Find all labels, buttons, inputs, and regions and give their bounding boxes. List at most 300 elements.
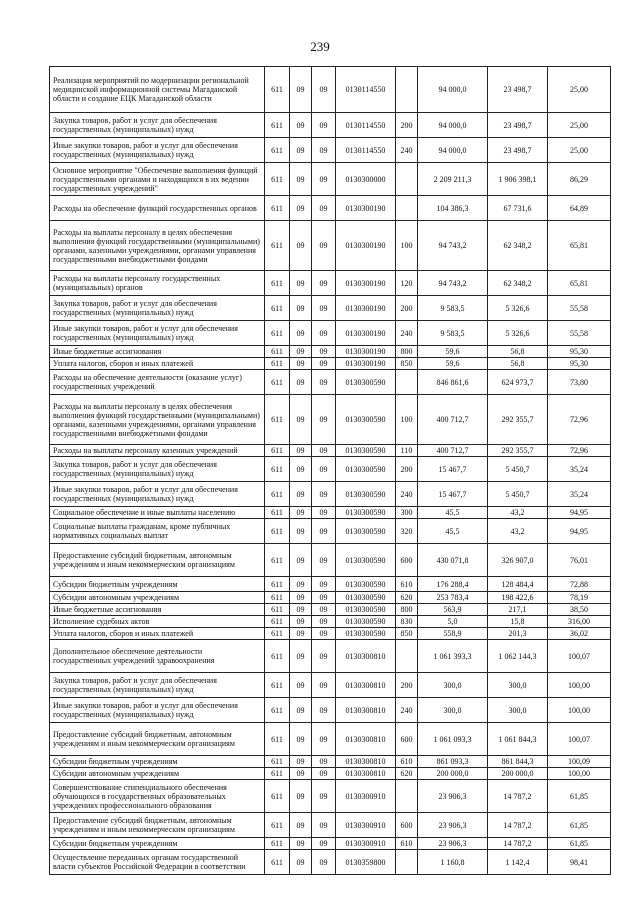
execution-percent-cell: 86,29: [548, 163, 611, 196]
execution-percent-cell: 25,00: [548, 67, 611, 113]
executed-amount-cell: 62 348,2: [488, 221, 548, 271]
execution-percent-cell: 35,24: [548, 457, 611, 482]
executed-amount-cell: 5 326,6: [488, 296, 548, 321]
ministry-code-cell: 611: [265, 163, 290, 196]
approved-amount-cell: 9 583,5: [418, 296, 488, 321]
ministry-code-cell: 611: [265, 640, 290, 673]
executed-amount-cell: 624 973,7: [488, 370, 548, 395]
ministry-code-cell: 611: [265, 838, 290, 850]
expense-name-cell: Закупка товаров, работ и услуг для обеспечения государственных (муниципальных) нужд: [50, 296, 265, 321]
target-article-cell: 0130300190: [336, 196, 396, 221]
approved-amount-cell: 9 583,5: [418, 321, 488, 346]
expense-type-cell: 320: [396, 519, 418, 544]
expense-type-cell: 200: [396, 113, 418, 138]
table-body: [50, 67, 611, 875]
expense-name-cell: Субсидии автономным учреждениям: [50, 592, 265, 604]
expense-type-cell: [396, 850, 418, 875]
target-article-cell: 0130114550: [336, 138, 396, 163]
section-cell: 09: [290, 673, 312, 698]
subsection-cell: 09: [312, 640, 336, 673]
table-row: [50, 321, 611, 346]
ministry-code-cell: 611: [265, 482, 290, 507]
executed-amount-cell: 5 326,6: [488, 321, 548, 346]
target-article-cell: 0130300590: [336, 544, 396, 577]
executed-amount-cell: 56,8: [488, 358, 548, 370]
section-cell: 09: [290, 445, 312, 457]
subsection-cell: 09: [312, 768, 336, 780]
target-article-cell: 0130300910: [336, 813, 396, 838]
table-row: [50, 271, 611, 296]
table-row: [50, 395, 611, 445]
section-cell: 09: [290, 640, 312, 673]
expense-type-cell: 800: [396, 604, 418, 616]
execution-percent-cell: 72,96: [548, 395, 611, 445]
approved-amount-cell: 104 386,3: [418, 196, 488, 221]
subsection-cell: 09: [312, 673, 336, 698]
ministry-code-cell: 611: [265, 395, 290, 445]
approved-amount-cell: 253 783,4: [418, 592, 488, 604]
ministry-code-cell: 611: [265, 616, 290, 628]
expense-type-cell: 600: [396, 813, 418, 838]
executed-amount-cell: 1 906 398,1: [488, 163, 548, 196]
expense-type-cell: 240: [396, 482, 418, 507]
expense-type-cell: 240: [396, 698, 418, 723]
executed-amount-cell: 14 787,2: [488, 780, 548, 813]
executed-amount-cell: 128 484,4: [488, 577, 548, 592]
expense-type-cell: 240: [396, 138, 418, 163]
approved-amount-cell: 94 743,2: [418, 221, 488, 271]
expense-name-cell: Иные закупки товаров, работ и услуг для обеспечения государственных (муниципальных) нужд: [50, 321, 265, 346]
execution-percent-cell: 98,41: [548, 850, 611, 875]
section-cell: 09: [290, 592, 312, 604]
expense-name-cell: Иные закупки товаров, работ и услуг для обеспечения государственных (муниципальных) нужд: [50, 138, 265, 163]
expense-type-cell: 850: [396, 628, 418, 640]
execution-percent-cell: 72,96: [548, 445, 611, 457]
approved-amount-cell: 861 093,3: [418, 756, 488, 768]
section-cell: 09: [290, 163, 312, 196]
target-article-cell: 0130300590: [336, 592, 396, 604]
subsection-cell: 09: [312, 370, 336, 395]
section-cell: 09: [290, 850, 312, 875]
expense-name-cell: Иные закупки товаров, работ и услуг для обеспечения государственных (муниципальных) нужд: [50, 482, 265, 507]
table-row: [50, 756, 611, 768]
executed-amount-cell: 1 061 844,3: [488, 723, 548, 756]
subsection-cell: 09: [312, 296, 336, 321]
table-row: [50, 850, 611, 875]
execution-percent-cell: 95,30: [548, 358, 611, 370]
subsection-cell: 09: [312, 780, 336, 813]
approved-amount-cell: 45,5: [418, 507, 488, 519]
expense-type-cell: 600: [396, 544, 418, 577]
section-cell: 09: [290, 577, 312, 592]
approved-amount-cell: 15 467,7: [418, 482, 488, 507]
ministry-code-cell: 611: [265, 780, 290, 813]
ministry-code-cell: 611: [265, 221, 290, 271]
executed-amount-cell: 1 142,4: [488, 850, 548, 875]
target-article-cell: 0130300590: [336, 604, 396, 616]
ministry-code-cell: 611: [265, 271, 290, 296]
executed-amount-cell: 5 450,7: [488, 482, 548, 507]
table-row: [50, 113, 611, 138]
ministry-code-cell: 611: [265, 67, 290, 113]
expense-type-cell: 100: [396, 395, 418, 445]
expense-type-cell: 200: [396, 673, 418, 698]
ministry-code-cell: 611: [265, 592, 290, 604]
target-article-cell: 0130300810: [336, 673, 396, 698]
approved-amount-cell: 94 000,0: [418, 67, 488, 113]
ministry-code-cell: 611: [265, 138, 290, 163]
section-cell: 09: [290, 507, 312, 519]
approved-amount-cell: 59,6: [418, 358, 488, 370]
table-row: [50, 577, 611, 592]
ministry-code-cell: 611: [265, 768, 290, 780]
subsection-cell: 09: [312, 519, 336, 544]
ministry-code-cell: 611: [265, 296, 290, 321]
target-article-cell: 0130300810: [336, 756, 396, 768]
expense-name-cell: Совершенствование стипендиального обеспечения обучающихся в государственных образовательных учреждениях профессионального образования: [50, 780, 265, 813]
expense-type-cell: 100: [396, 221, 418, 271]
expense-type-cell: [396, 163, 418, 196]
table-row: [50, 358, 611, 370]
expense-name-cell: Уплата налогов, сборов и иных платежей: [50, 628, 265, 640]
subsection-cell: 09: [312, 321, 336, 346]
table-row: [50, 138, 611, 163]
table-row: [50, 370, 611, 395]
approved-amount-cell: 59,6: [418, 346, 488, 358]
expense-type-cell: [396, 370, 418, 395]
executed-amount-cell: 292 355,7: [488, 395, 548, 445]
expense-name-cell: Закупка товаров, работ и услуг для обеспечения государственных (муниципальных) нужд: [50, 673, 265, 698]
table-row: [50, 445, 611, 457]
approved-amount-cell: 176 288,4: [418, 577, 488, 592]
expense-name-cell: Исполнение судебных актов: [50, 616, 265, 628]
expense-type-cell: 800: [396, 346, 418, 358]
subsection-cell: 09: [312, 628, 336, 640]
subsection-cell: 09: [312, 163, 336, 196]
execution-percent-cell: 61,85: [548, 780, 611, 813]
expense-name-cell: Расходы на выплаты персоналу в целях обеспечения выполнения функций государственными (муниципальными) органами, казенными учреждениями, органами управления государственными внебюджетными фондами: [50, 221, 265, 271]
section-cell: 09: [290, 604, 312, 616]
approved-amount-cell: 300,0: [418, 698, 488, 723]
executed-amount-cell: 67 731,6: [488, 196, 548, 221]
executed-amount-cell: 292 355,7: [488, 445, 548, 457]
subsection-cell: 09: [312, 138, 336, 163]
executed-amount-cell: 300,0: [488, 698, 548, 723]
approved-amount-cell: 563,9: [418, 604, 488, 616]
expense-type-cell: 610: [396, 577, 418, 592]
target-article-cell: 0130114550: [336, 67, 396, 113]
expense-name-cell: Субсидии бюджетным учреждениям: [50, 756, 265, 768]
ministry-code-cell: 611: [265, 673, 290, 698]
target-article-cell: 0130114550: [336, 113, 396, 138]
subsection-cell: 09: [312, 698, 336, 723]
executed-amount-cell: 15,8: [488, 616, 548, 628]
ministry-code-cell: 611: [265, 850, 290, 875]
execution-percent-cell: 100,00: [548, 673, 611, 698]
section-cell: 09: [290, 457, 312, 482]
subsection-cell: 09: [312, 271, 336, 296]
target-article-cell: 0130300910: [336, 838, 396, 850]
ministry-code-cell: 611: [265, 196, 290, 221]
ministry-code-cell: 611: [265, 698, 290, 723]
section-cell: 09: [290, 67, 312, 113]
execution-percent-cell: 100,07: [548, 640, 611, 673]
expense-name-cell: Основное мероприятие "Обеспечение выполнения функций государственными органами и находящихся в их ведении государственных учреждений": [50, 163, 265, 196]
target-article-cell: 0130300590: [336, 370, 396, 395]
subsection-cell: 09: [312, 457, 336, 482]
executed-amount-cell: 14 787,2: [488, 838, 548, 850]
ministry-code-cell: 611: [265, 628, 290, 640]
subsection-cell: 09: [312, 67, 336, 113]
executed-amount-cell: 43,2: [488, 519, 548, 544]
section-cell: 09: [290, 138, 312, 163]
executed-amount-cell: 861 844,3: [488, 756, 548, 768]
subsection-cell: 09: [312, 723, 336, 756]
table-row: [50, 457, 611, 482]
table-row: [50, 544, 611, 577]
ministry-code-cell: 611: [265, 457, 290, 482]
subsection-cell: 09: [312, 445, 336, 457]
expense-type-cell: 600: [396, 723, 418, 756]
execution-percent-cell: 61,85: [548, 838, 611, 850]
execution-percent-cell: 55,58: [548, 321, 611, 346]
approved-amount-cell: 94 000,0: [418, 138, 488, 163]
approved-amount-cell: 400 712,7: [418, 445, 488, 457]
target-article-cell: 0130300190: [336, 296, 396, 321]
expense-type-cell: 830: [396, 616, 418, 628]
table-row: [50, 723, 611, 756]
execution-percent-cell: 25,00: [548, 113, 611, 138]
table-row: [50, 768, 611, 780]
ministry-code-cell: 611: [265, 113, 290, 138]
table-row: [50, 482, 611, 507]
approved-amount-cell: 200 000,0: [418, 768, 488, 780]
target-article-cell: 0130359800: [336, 850, 396, 875]
expense-name-cell: Дополнительное обеспечение деятельности государственных учреждений здравоохранения: [50, 640, 265, 673]
subsection-cell: 09: [312, 838, 336, 850]
target-article-cell: 0130300190: [336, 271, 396, 296]
section-cell: 09: [290, 768, 312, 780]
expense-name-cell: Предоставление субсидий бюджетным, автономным учреждениям и иным некоммерческим организациям: [50, 544, 265, 577]
approved-amount-cell: 1 061 093,3: [418, 723, 488, 756]
section-cell: 09: [290, 756, 312, 768]
execution-percent-cell: 100,07: [548, 723, 611, 756]
subsection-cell: 09: [312, 221, 336, 271]
subsection-cell: 09: [312, 196, 336, 221]
expense-name-cell: Расходы на обеспечение деятельности (оказание услуг) государственных учреждений: [50, 370, 265, 395]
section-cell: 09: [290, 698, 312, 723]
executed-amount-cell: 217,1: [488, 604, 548, 616]
subsection-cell: 09: [312, 604, 336, 616]
ministry-code-cell: 611: [265, 813, 290, 838]
expense-name-cell: Субсидии автономным учреждениям: [50, 768, 265, 780]
execution-percent-cell: 61,85: [548, 813, 611, 838]
section-cell: 09: [290, 296, 312, 321]
table-row: [50, 780, 611, 813]
table-row: [50, 640, 611, 673]
table-row: [50, 673, 611, 698]
approved-amount-cell: 5,0: [418, 616, 488, 628]
approved-amount-cell: 23 906,3: [418, 813, 488, 838]
executed-amount-cell: 300,0: [488, 673, 548, 698]
target-article-cell: 0130300190: [336, 346, 396, 358]
expense-type-cell: 240: [396, 321, 418, 346]
ministry-code-cell: 611: [265, 756, 290, 768]
execution-percent-cell: 35,24: [548, 482, 611, 507]
expense-type-cell: 120: [396, 271, 418, 296]
expense-name-cell: Иные бюджетные ассигнования: [50, 604, 265, 616]
executed-amount-cell: 200 000,0: [488, 768, 548, 780]
expense-name-cell: Закупка товаров, работ и услуг для обеспечения государственных (муниципальных) нужд: [50, 457, 265, 482]
execution-percent-cell: 72,88: [548, 577, 611, 592]
section-cell: 09: [290, 544, 312, 577]
ministry-code-cell: 611: [265, 577, 290, 592]
section-cell: 09: [290, 221, 312, 271]
expense-type-cell: 300: [396, 507, 418, 519]
approved-amount-cell: 300,0: [418, 673, 488, 698]
budget-table: [49, 66, 611, 875]
executed-amount-cell: 23 498,7: [488, 113, 548, 138]
expense-name-cell: Уплата налогов, сборов и иных платежей: [50, 358, 265, 370]
expense-name-cell: Субсидии бюджетным учреждениям: [50, 577, 265, 592]
table-row: [50, 346, 611, 358]
table-row: [50, 67, 611, 113]
section-cell: 09: [290, 113, 312, 138]
approved-amount-cell: 23 906,3: [418, 838, 488, 850]
table-row: [50, 616, 611, 628]
executed-amount-cell: 198 422,6: [488, 592, 548, 604]
subsection-cell: 09: [312, 813, 336, 838]
target-article-cell: 0130300590: [336, 519, 396, 544]
ministry-code-cell: 611: [265, 358, 290, 370]
executed-amount-cell: 5 450,7: [488, 457, 548, 482]
target-article-cell: 0130300190: [336, 321, 396, 346]
section-cell: 09: [290, 358, 312, 370]
ministry-code-cell: 611: [265, 507, 290, 519]
target-article-cell: 0130300810: [336, 768, 396, 780]
expense-name-cell: Реализация мероприятий по модернизации региональной медицинской информационной системы Магаданской области и создание ЕЦК Магаданской области: [50, 67, 265, 113]
execution-percent-cell: 73,80: [548, 370, 611, 395]
target-article-cell: 0130300810: [336, 698, 396, 723]
expense-type-cell: [396, 196, 418, 221]
subsection-cell: 09: [312, 507, 336, 519]
execution-percent-cell: 55,58: [548, 296, 611, 321]
target-article-cell: 0130300590: [336, 616, 396, 628]
expense-type-cell: 620: [396, 768, 418, 780]
subsection-cell: 09: [312, 577, 336, 592]
execution-percent-cell: 25,00: [548, 138, 611, 163]
execution-percent-cell: 76,01: [548, 544, 611, 577]
table-row: [50, 507, 611, 519]
approved-amount-cell: 1 160,8: [418, 850, 488, 875]
target-article-cell: 0130300190: [336, 358, 396, 370]
subsection-cell: 09: [312, 346, 336, 358]
target-article-cell: 0130300590: [336, 395, 396, 445]
section-cell: 09: [290, 321, 312, 346]
ministry-code-cell: 611: [265, 370, 290, 395]
approved-amount-cell: 45,5: [418, 519, 488, 544]
approved-amount-cell: 2 209 211,3: [418, 163, 488, 196]
executed-amount-cell: 201,3: [488, 628, 548, 640]
page-number: 239: [310, 39, 330, 54]
ministry-code-cell: 611: [265, 723, 290, 756]
table-row: [50, 519, 611, 544]
approved-amount-cell: 94 743,2: [418, 271, 488, 296]
subsection-cell: 09: [312, 482, 336, 507]
table-row: [50, 698, 611, 723]
ministry-code-cell: 611: [265, 544, 290, 577]
table-row: [50, 163, 611, 196]
subsection-cell: 09: [312, 395, 336, 445]
expense-name-cell: Социальные выплаты гражданам, кроме публичных нормативных социальных выплат: [50, 519, 265, 544]
subsection-cell: 09: [312, 544, 336, 577]
table-row: [50, 196, 611, 221]
approved-amount-cell: 558,9: [418, 628, 488, 640]
expense-type-cell: 620: [396, 592, 418, 604]
executed-amount-cell: 62 348,2: [488, 271, 548, 296]
target-article-cell: 0130300190: [336, 221, 396, 271]
expense-name-cell: Субсидии бюджетным учреждениям: [50, 838, 265, 850]
target-article-cell: 0130300590: [336, 628, 396, 640]
execution-percent-cell: 65,81: [548, 271, 611, 296]
section-cell: 09: [290, 616, 312, 628]
expense-type-cell: 850: [396, 358, 418, 370]
table-row: [50, 628, 611, 640]
expense-type-cell: [396, 67, 418, 113]
expense-name-cell: Социальное обеспечение и иные выплаты населению: [50, 507, 265, 519]
expense-type-cell: 200: [396, 457, 418, 482]
execution-percent-cell: 65,81: [548, 221, 611, 271]
target-article-cell: 0130300590: [336, 577, 396, 592]
execution-percent-cell: 78,19: [548, 592, 611, 604]
target-article-cell: 0130300810: [336, 640, 396, 673]
target-article-cell: 0130300810: [336, 723, 396, 756]
ministry-code-cell: 611: [265, 346, 290, 358]
section-cell: 09: [290, 395, 312, 445]
expense-name-cell: Иные закупки товаров, работ и услуг для обеспечения государственных (муниципальных) нужд: [50, 698, 265, 723]
target-article-cell: 0130300590: [336, 445, 396, 457]
section-cell: 09: [290, 838, 312, 850]
execution-percent-cell: 94,95: [548, 507, 611, 519]
section-cell: 09: [290, 271, 312, 296]
expense-type-cell: 610: [396, 756, 418, 768]
table-row: [50, 592, 611, 604]
executed-amount-cell: 56,8: [488, 346, 548, 358]
approved-amount-cell: 94 000,0: [418, 113, 488, 138]
section-cell: 09: [290, 370, 312, 395]
target-article-cell: 0130300590: [336, 457, 396, 482]
executed-amount-cell: 1 062 144,3: [488, 640, 548, 673]
expense-name-cell: Иные бюджетные ассигнования: [50, 346, 265, 358]
approved-amount-cell: 23 906,3: [418, 780, 488, 813]
expense-name-cell: Предоставление субсидий бюджетным, автономным учреждениям и иным некоммерческим организациям: [50, 813, 265, 838]
ministry-code-cell: 611: [265, 321, 290, 346]
subsection-cell: 09: [312, 616, 336, 628]
section-cell: 09: [290, 628, 312, 640]
executed-amount-cell: 23 498,7: [488, 67, 548, 113]
section-cell: 09: [290, 519, 312, 544]
expense-type-cell: 110: [396, 445, 418, 457]
section-cell: 09: [290, 482, 312, 507]
subsection-cell: 09: [312, 358, 336, 370]
table-row: [50, 221, 611, 271]
target-article-cell: 0130300000: [336, 163, 396, 196]
execution-percent-cell: 316,00: [548, 616, 611, 628]
table-row: [50, 838, 611, 850]
section-cell: 09: [290, 780, 312, 813]
approved-amount-cell: 1 061 393,3: [418, 640, 488, 673]
expense-name-cell: Расходы на обеспечение функций государственных органов: [50, 196, 265, 221]
